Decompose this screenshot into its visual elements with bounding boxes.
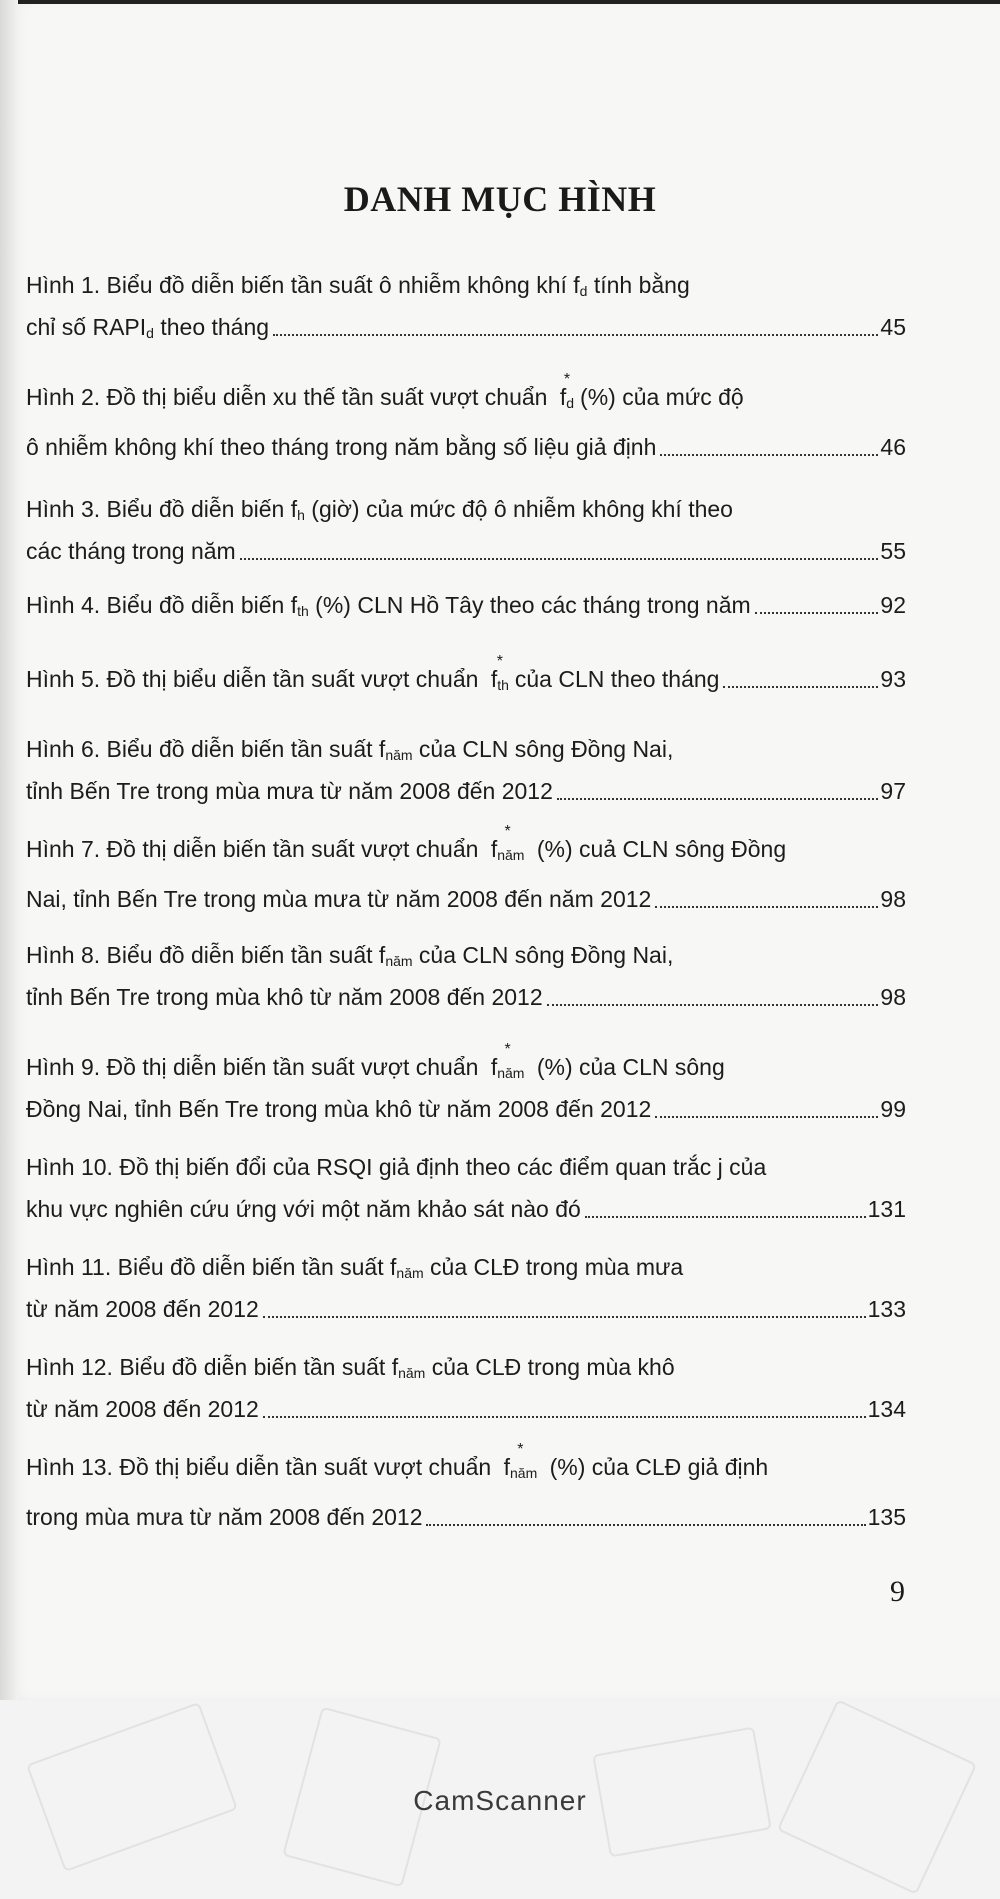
figure-entry-12: Hình 12. Biểu đồ diễn biến tần suất $f_{năm}$ của CLĐ trong mùa khô từ năm 2008 đến 2012 134: [26, 1354, 906, 1423]
figure-entry-8: Hình 8. Biểu đồ diễn biến tần suất $f_{năm}$ của CLN sông Đồng Nai, tỉnh Bến Tre trong mùa khô từ năm 2008 đến 2012 98: [26, 942, 906, 1011]
page-ref: 135: [867, 1504, 906, 1531]
page-ref: 92: [880, 592, 906, 619]
figure-entry-11: Hình 11. Biểu đồ diễn biến tần suất $f_{năm}$ của CLĐ trong mùa mưa từ năm 2008 đến 2012 133: [26, 1254, 906, 1323]
figure-entry-5: Hình 5. Đồ thị biểu diễn tần suất vượt chuẩn * $f_{th}$ của CLN theo tháng 93: [26, 653, 906, 694]
figure-entry-2: Hình 2. Đồ thị biểu diễn xu thế tần suất vượt chuẩn * $f_d$ (%) của mức độ ô nhiễm không khí theo tháng trong năm bằng số liệu giả định 46: [26, 371, 906, 461]
page-ref: 55: [880, 538, 906, 565]
figure-entry-1: Hình 1. Biểu đồ diễn biến tần suất ô nhiễm không khí $f_d$ tính bằng chỉ số $RAPI_d$ theo tháng 45: [26, 272, 906, 342]
page-ref: 97: [880, 778, 906, 805]
figure-entry-4: Hình 4. Biểu đồ diễn biến $f_{th}$ (%) CLN Hồ Tây theo các tháng trong năm 92: [26, 592, 906, 620]
page-ref: 46: [880, 434, 906, 461]
page-ref: 98: [880, 886, 906, 913]
figure-entry-3: Hình 3. Biểu đồ diễn biến $f_h$ (giờ) của mức độ ô nhiễm không khí theo các tháng trong năm 55: [26, 496, 906, 565]
top-edge: [0, 0, 1000, 4]
page-title: DANH MỤC HÌNH: [343, 179, 657, 219]
page-ref: 131: [867, 1196, 906, 1223]
figure-entry-13: Hình 13. Đồ thị biểu diễn tần suất vượt chuẩn * $f_{năm}$ (%) của CLĐ giả định trong mùa mưa từ năm 2008 đến 2012 135: [26, 1441, 906, 1531]
page-ref: 99: [880, 1096, 906, 1123]
camscanner-watermark: CamScanner: [413, 1785, 587, 1816]
figure-entry-9: Hình 9. Đồ thị diễn biến tần suất vượt chuẩn * $f_{năm}$ (%) của CLN sông Đồng Nai, tỉnh Bến Tre trong mùa khô từ năm 2008 đến 2012 99: [26, 1041, 906, 1123]
page-ref: 45: [880, 314, 906, 341]
book-spine-shadow: [0, 0, 18, 1700]
figure-entry-10: Hình 10. Đồ thị biến đổi của RSQI giả định theo các điểm quan trắc j của khu vực nghiên cứu ứng với một năm khảo sát nào đó 131: [26, 1154, 906, 1223]
scanner-footer: [0, 1700, 1000, 1899]
page-ref: 93: [880, 666, 906, 693]
page-ref: 133: [867, 1296, 906, 1323]
page-number: 9: [890, 1575, 905, 1608]
figure-entry-6: Hình 6. Biểu đồ diễn biến tần suất $f_{năm}$ của CLN sông Đồng Nai, tỉnh Bến Tre trong mùa mưa từ năm 2008 đến 2012 97: [26, 736, 906, 805]
page-ref: 98: [880, 984, 906, 1011]
page-ref: 134: [867, 1396, 906, 1423]
figure-entry-7: Hình 7. Đồ thị diễn biến tần suất vượt chuẩn * $f_{năm}$ (%) cuả CLN sông Đồng Nai, tỉnh Bến Tre trong mùa mưa từ năm 2008 đến năm 2012 98: [26, 823, 906, 913]
